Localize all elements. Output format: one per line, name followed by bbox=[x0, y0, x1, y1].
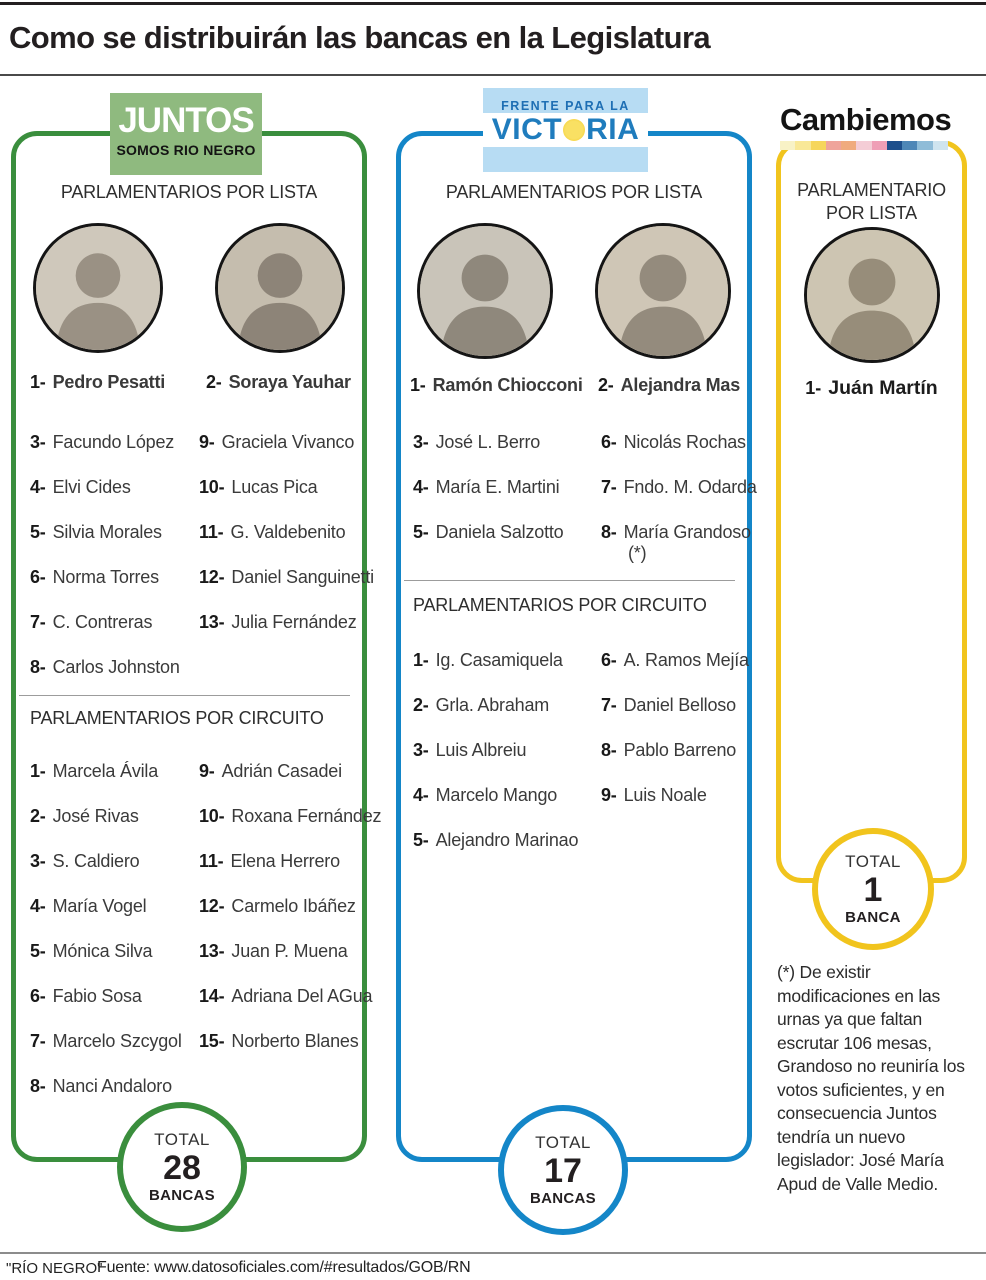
person-silhouette-icon bbox=[36, 226, 160, 350]
lista-list bbox=[16, 432, 374, 702]
legislator-name: 6- A. Ramos Mejía bbox=[601, 650, 749, 670]
featured-names bbox=[401, 375, 747, 396]
legislator-name: 5- Silvia Morales bbox=[30, 522, 162, 542]
footer-credit: "RÍO NEGRO" bbox=[6, 1260, 103, 1277]
legislator-name: 8- María Grandoso (*) bbox=[601, 522, 751, 563]
juntos-logo bbox=[110, 93, 262, 175]
legislator-name: 10- Roxana Fernández bbox=[199, 806, 382, 826]
party-panel-juntos bbox=[11, 131, 382, 1162]
list-row bbox=[30, 851, 362, 896]
legislator-name: 9- Luis Noale bbox=[601, 785, 707, 805]
legislator-name: 6- Nicolás Rochas bbox=[601, 432, 746, 452]
legislator-name: 2- Grla. Abraham bbox=[413, 695, 550, 715]
legislator-name: 13- Juan P. Muena bbox=[199, 941, 348, 961]
stripe-segment bbox=[872, 141, 887, 150]
person-silhouette-icon bbox=[218, 226, 342, 350]
stripe-segment bbox=[933, 141, 948, 150]
page-title: Como se distribuirán las bancas en la Legislatura bbox=[9, 20, 711, 55]
legislator-name: 4- Marcelo Mango bbox=[413, 785, 558, 805]
list-row bbox=[30, 522, 362, 567]
stripe-segment bbox=[811, 141, 826, 150]
legislator-name: 2- José Rivas bbox=[30, 806, 139, 826]
lista-list bbox=[401, 432, 757, 567]
portrait-photo bbox=[33, 223, 163, 353]
total-badge-juntos: TOTAL 28 BANCAS bbox=[117, 1102, 247, 1232]
stripe-segment bbox=[917, 141, 932, 150]
legislator-name: 7- C. Contreras bbox=[30, 612, 153, 632]
stripe-segment bbox=[902, 141, 917, 150]
footer-rule bbox=[0, 1252, 986, 1254]
legislator-name bbox=[199, 657, 362, 678]
stripe-segment bbox=[856, 141, 871, 150]
legislator-name: 12- Daniel Sanguinetti bbox=[199, 567, 374, 587]
featured-names bbox=[16, 372, 362, 393]
seat-count: 17 bbox=[544, 1151, 582, 1190]
fpv-logo-line1: FRENTE PARA LA bbox=[501, 99, 630, 113]
seat-count: 1 bbox=[863, 870, 883, 909]
list-row bbox=[413, 432, 747, 477]
legislator-name bbox=[199, 1076, 362, 1097]
legislator-name: 9- Graciela Vivanco bbox=[199, 432, 355, 452]
legislator-name: 5- Mónica Silva bbox=[30, 941, 153, 961]
legislator-name: 5- Daniela Salzotto bbox=[413, 522, 564, 542]
total-badge-cambiemos: TOTAL 1 BANCA bbox=[812, 828, 934, 950]
juntos-logo-word: JUNTOS bbox=[118, 101, 254, 140]
list-row bbox=[30, 432, 362, 477]
list-row bbox=[413, 477, 757, 522]
list-row bbox=[30, 806, 382, 851]
cambiemos-logo-word: Cambiemos bbox=[780, 102, 952, 137]
list-row bbox=[30, 986, 373, 1031]
list-row bbox=[30, 941, 362, 986]
seat-count: 28 bbox=[163, 1148, 201, 1187]
fpv-logo-stripe bbox=[483, 147, 648, 172]
legislator-name: 11- Elena Herrero bbox=[199, 851, 340, 871]
list-row bbox=[413, 785, 747, 830]
legislator-name: 10- Lucas Pica bbox=[199, 477, 318, 497]
party-panel-fpv bbox=[396, 131, 757, 1162]
legislator-name: 12- Carmelo Ibáñez bbox=[199, 896, 356, 916]
lista-heading: PARLAMENTARIOS POR LISTA bbox=[60, 182, 318, 202]
lista-heading: PARLAMENTARIO POR LISTA bbox=[797, 180, 946, 223]
legislator-name: 7- Fndo. M. Odarda bbox=[601, 477, 757, 497]
legislator-name: 8- Carlos Johnston bbox=[30, 657, 180, 677]
stripe-segment bbox=[826, 141, 841, 150]
list-row bbox=[413, 695, 747, 740]
list-row bbox=[413, 522, 751, 567]
legislator-name: 8- Pablo Barreno bbox=[601, 740, 737, 760]
juntos-logo-subtitle: SOMOS RIO NEGRO bbox=[116, 142, 256, 158]
legislator-name: 1- Ig. Casamiquela bbox=[413, 650, 563, 670]
legislator-name bbox=[601, 830, 747, 851]
list-row bbox=[30, 612, 362, 657]
portrait-photo bbox=[595, 223, 731, 359]
person-silhouette-icon bbox=[420, 226, 550, 356]
portrait-photo bbox=[215, 223, 345, 353]
list-row bbox=[30, 477, 362, 522]
footer-source: Fuente: www.datosoficiales.com/#resultados/GOB/RN bbox=[97, 1259, 471, 1276]
list-row bbox=[30, 1031, 362, 1076]
legislator-name: 8- Nanci Andaloro bbox=[30, 1076, 172, 1096]
fpv-logo bbox=[483, 88, 648, 172]
legislator-name: 13- Julia Fernández bbox=[199, 612, 357, 632]
legislator-name: 3- José L. Berro bbox=[413, 432, 541, 452]
list-row bbox=[413, 650, 747, 695]
list-row bbox=[30, 567, 374, 612]
list-row bbox=[413, 830, 747, 875]
legislator-name: 15- Norberto Blanes bbox=[199, 1031, 359, 1051]
legislator-name: 2- Alejandra Mas bbox=[598, 375, 741, 395]
header-rule bbox=[0, 74, 986, 76]
circuito-heading: PARLAMENTARIOS POR CIRCUITO bbox=[413, 595, 707, 615]
list-row bbox=[30, 761, 362, 806]
legislator-name: 1- Ramón Chiocconi bbox=[410, 375, 583, 395]
person-silhouette-icon bbox=[807, 230, 937, 360]
divider bbox=[19, 695, 350, 696]
total-badge-fpv: TOTAL 17 BANCAS bbox=[498, 1105, 628, 1235]
legislator-name: 4- Elvi Cides bbox=[30, 477, 131, 497]
portrait-row bbox=[16, 223, 362, 353]
circuito-heading: PARLAMENTARIOS POR CIRCUITO bbox=[30, 708, 324, 728]
stripe-segment bbox=[780, 141, 795, 150]
legislator-name: 2- Soraya Yauhar bbox=[206, 372, 351, 392]
list-row bbox=[413, 740, 747, 785]
portrait-photo bbox=[417, 223, 553, 359]
cambiemos-logo bbox=[780, 102, 952, 150]
top-rule bbox=[0, 2, 986, 5]
legislator-name: 6- Norma Torres bbox=[30, 567, 159, 587]
legislator-name: 7- Daniel Belloso bbox=[601, 695, 736, 715]
stripe-segment bbox=[841, 141, 856, 150]
legislator-name: 1- Pedro Pesatti bbox=[30, 372, 166, 392]
sun-icon bbox=[563, 119, 585, 141]
list-row bbox=[30, 896, 362, 941]
legislator-name: 11- G. Valdebenito bbox=[199, 522, 346, 542]
legislator-name: 4- María Vogel bbox=[30, 896, 147, 916]
portrait-photo bbox=[804, 227, 940, 363]
fpv-logo-word: VICT RIA bbox=[483, 113, 648, 147]
divider bbox=[404, 580, 735, 581]
party-panel-cambiemos bbox=[776, 140, 967, 883]
legislator-name: 4- María E. Martini bbox=[413, 477, 560, 497]
portrait-row bbox=[401, 223, 747, 359]
legislator-name: 14- Adriana Del AGua bbox=[199, 986, 373, 1006]
circuito-list bbox=[16, 761, 382, 1121]
legislator-name: 6- Fabio Sosa bbox=[30, 986, 142, 1006]
legislator-name: 7- Marcelo Szcygol bbox=[30, 1031, 182, 1051]
stripe-segment bbox=[795, 141, 810, 150]
person-silhouette-icon bbox=[598, 226, 728, 356]
circuito-list bbox=[401, 650, 747, 875]
legislator-name: 3- Luis Albreiu bbox=[413, 740, 527, 760]
footnote-marker: (*) bbox=[628, 543, 647, 563]
footnote: (*) De existir modificaciones en las urnas ya que faltan escrutar 106 mesas, Grandoso no reuniría los votos suficientes, y en consecuencia Juntos tendría un nuevo legislador: José María Apud de Valle Medio. bbox=[777, 962, 965, 1194]
cambiemos-stripe bbox=[780, 141, 948, 150]
legislator-name: 1- Juán Martín bbox=[805, 377, 938, 399]
legislator-name: 5- Alejandro Marinao bbox=[413, 830, 579, 850]
legislator-name: 3- Facundo López bbox=[30, 432, 175, 452]
lista-heading: PARLAMENTARIOS POR LISTA bbox=[445, 182, 703, 202]
stripe-segment bbox=[887, 141, 902, 150]
legislator-name: 1- Marcela Ávila bbox=[30, 761, 159, 781]
legislator-name: 9- Adrián Casadei bbox=[199, 761, 342, 781]
legislator-name: 3- S. Caldiero bbox=[30, 851, 140, 871]
